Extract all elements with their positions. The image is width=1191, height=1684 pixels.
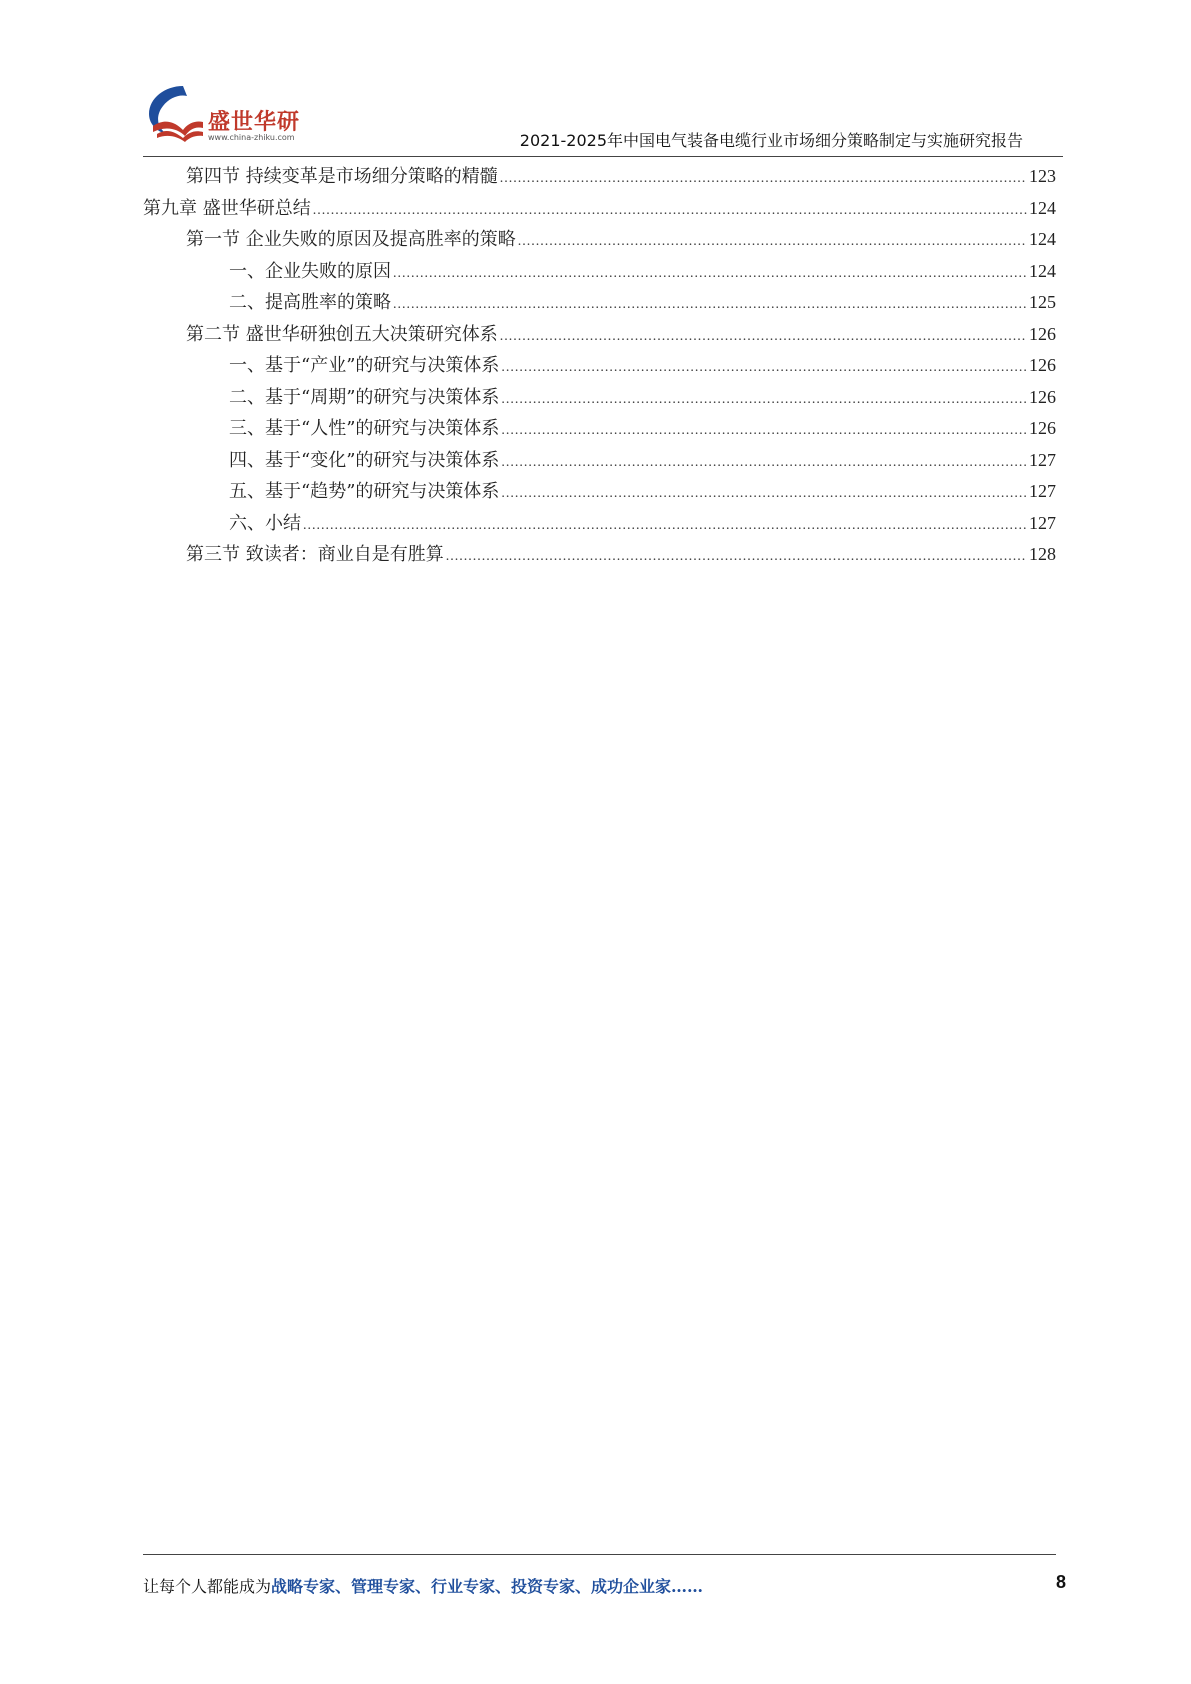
toc-leader-dots (501, 478, 1027, 510)
toc-entry-page: 123 (1029, 166, 1056, 186)
toc-leader-dots (303, 510, 1027, 542)
footer-slogan (143, 1574, 703, 1597)
toc-entry-page: 127 (1029, 481, 1056, 501)
toc-leader-dots (501, 352, 1027, 384)
toc-entry-page: 125 (1029, 292, 1056, 312)
toc-entry-page: 124 (1029, 197, 1056, 218)
toc-leader-dots (313, 195, 1027, 227)
logo-mark-icon (143, 80, 207, 144)
report-title: 2021-2025年中国电气装备电缆行业市场细分策略制定与实施研究报告 (519, 131, 1023, 150)
toc-entry[interactable] (143, 413, 1056, 445)
toc-entry-label: 六、小结 (229, 512, 301, 534)
logo-url: www.china-zhiku.com (208, 133, 295, 142)
logo-text: 盛世华研 (208, 110, 301, 135)
toc-entry-label: 二、基于“周期”的研究与决策体系 (229, 386, 500, 408)
toc-entry[interactable] (143, 161, 1056, 193)
toc-entry[interactable] (143, 445, 1056, 477)
slogan-prefix: 让每个人都能成为 (143, 1577, 272, 1596)
table-of-contents (143, 161, 1056, 571)
toc-entry[interactable] (143, 539, 1056, 571)
page-header (143, 80, 1063, 160)
toc-leader-dots (500, 163, 1027, 195)
toc-leader-dots (500, 321, 1027, 353)
toc-entry-label: 二、提高胜率的策略 (229, 292, 391, 313)
toc-entry[interactable] (143, 224, 1056, 256)
toc-leader-dots (393, 258, 1027, 290)
toc-entry[interactable] (143, 508, 1056, 540)
toc-entry[interactable] (143, 382, 1056, 414)
toc-entry[interactable] (143, 476, 1056, 508)
toc-entry-page: 126 (1029, 418, 1056, 438)
toc-entry[interactable] (143, 256, 1056, 288)
toc-entry-page: 127 (1029, 512, 1056, 533)
toc-entry-page: 124 (1029, 229, 1056, 249)
toc-entry-label: 一、基于“产业”的研究与决策体系 (229, 355, 500, 376)
toc-entry-label: 三、基于“人性”的研究与决策体系 (229, 418, 500, 439)
footer-divider (143, 1554, 1056, 1555)
toc-entry-page: 124 (1029, 260, 1056, 281)
toc-leader-dots (518, 226, 1027, 258)
toc-leader-dots (501, 447, 1027, 479)
toc-entry-label: 第九章 盛世华研总结 (143, 197, 311, 219)
toc-entry-label: 第三节 致读者：商业自是有胜算 (186, 544, 444, 565)
company-logo (143, 80, 303, 152)
toc-entry-page: 127 (1029, 449, 1056, 470)
toc-entry-page: 126 (1029, 355, 1056, 375)
toc-entry-page: 128 (1029, 544, 1056, 564)
toc-entry[interactable] (143, 193, 1056, 225)
toc-entry-label: 第二节 盛世华研独创五大决策研究体系 (186, 323, 498, 345)
slogan-highlight: 战略专家、管理专家、行业专家、投资专家、成功企业家…… (271, 1577, 704, 1596)
header-divider (143, 156, 1063, 157)
toc-entry-label: 一、企业失败的原因 (229, 260, 391, 282)
toc-leader-dots (446, 541, 1027, 573)
toc-entry[interactable] (143, 350, 1056, 382)
toc-entry-label: 第四节 持续变革是市场细分策略的精髓 (186, 166, 498, 187)
toc-entry-page: 126 (1029, 323, 1056, 344)
toc-entry[interactable] (143, 287, 1056, 319)
toc-leader-dots (501, 415, 1027, 447)
toc-entry-label: 第一节 企业失败的原因及提高胜率的策略 (186, 229, 516, 250)
toc-entry-page: 126 (1029, 386, 1056, 407)
page-number: 8 (1055, 1572, 1066, 1592)
toc-leader-dots (393, 289, 1027, 321)
toc-leader-dots (501, 384, 1027, 416)
toc-entry[interactable] (143, 319, 1056, 351)
toc-entry-label: 四、基于“变化”的研究与决策体系 (229, 449, 500, 471)
toc-entry-label: 五、基于“趋势”的研究与决策体系 (229, 481, 500, 502)
